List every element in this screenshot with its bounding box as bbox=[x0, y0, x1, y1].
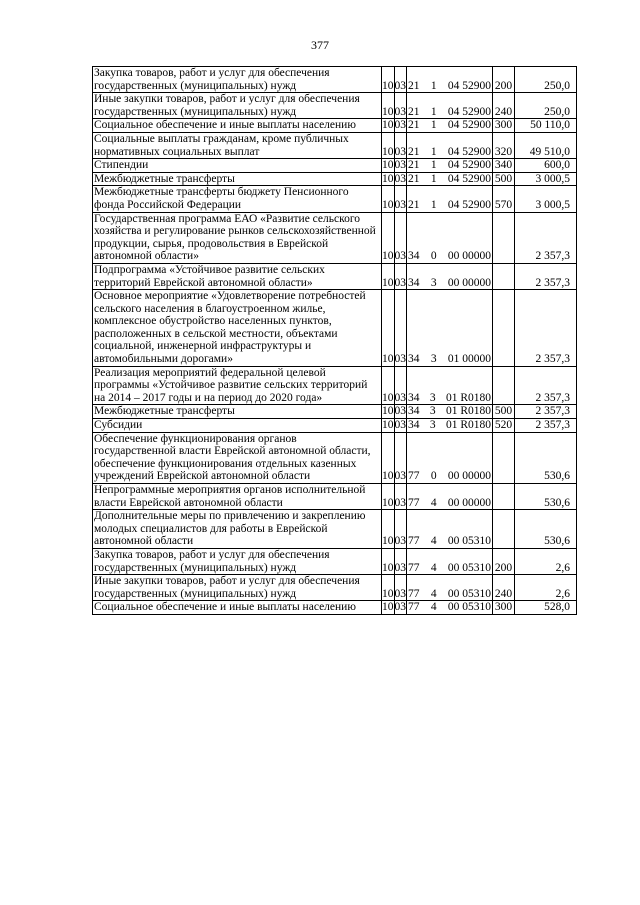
target-article-parts bbox=[407, 146, 492, 159]
budget-table-body bbox=[93, 67, 577, 615]
target-article-part: 01 R0180 bbox=[445, 391, 491, 404]
target-article-part: 00 00000 bbox=[447, 496, 491, 509]
target-article-code bbox=[407, 405, 493, 419]
amount: 2 357,3 bbox=[515, 366, 577, 405]
expense-type-code: 200 bbox=[493, 548, 515, 574]
target-article-part: 01 R0180 bbox=[445, 405, 491, 418]
subsection-code: 03 bbox=[394, 263, 407, 289]
subsection-code: 03 bbox=[394, 159, 406, 172]
section-code: 10 bbox=[382, 119, 394, 132]
target-article-code bbox=[407, 93, 493, 119]
target-article-parts bbox=[407, 159, 492, 172]
amount: 2 357,3 bbox=[515, 419, 577, 433]
table-row bbox=[93, 366, 577, 405]
target-article-part: 04 52900 bbox=[447, 79, 491, 92]
target-article-code bbox=[407, 510, 493, 549]
row-name: Иные закупки товаров, работ и услуг для обеспечения государственных (муниципальных) нужд bbox=[93, 575, 382, 601]
row-name: Социальное обеспечение и иные выплаты населению bbox=[93, 119, 382, 133]
section-code: 10 bbox=[382, 419, 394, 432]
amount: 3 000,5 bbox=[515, 172, 577, 186]
table-row bbox=[93, 263, 577, 289]
section-code: 10 bbox=[382, 172, 394, 185]
target-article-parts bbox=[407, 535, 492, 548]
expense-type-code bbox=[493, 366, 515, 405]
target-article-part: 0 bbox=[430, 250, 437, 263]
target-article-part: 3 bbox=[430, 276, 437, 289]
section-code: 10 bbox=[382, 263, 395, 289]
target-article-part: 34 bbox=[408, 405, 420, 418]
expense-type-code: 520 bbox=[493, 419, 515, 433]
target-article-code bbox=[407, 601, 493, 615]
target-article-part: 04 52900 bbox=[447, 159, 491, 172]
row-name: Субсидии bbox=[93, 419, 382, 433]
row-name: Обеспечение функционирования органов государственной власти Еврейской автономной области, обеспечение функционирования отдельных казенных учреждений Еврейской автономной области bbox=[93, 432, 382, 483]
amount: 600,0 bbox=[515, 159, 577, 173]
section-code: 10 bbox=[382, 212, 395, 263]
expense-type-code: 500 bbox=[493, 172, 515, 186]
subsection-code: 03 bbox=[394, 132, 407, 158]
target-article-code bbox=[407, 366, 493, 405]
target-article-part: 34 bbox=[408, 276, 420, 289]
target-article-part: 00 05310 bbox=[447, 601, 491, 614]
target-article-part: 77 bbox=[408, 601, 420, 614]
expense-type-code: 300 bbox=[493, 601, 515, 615]
expense-type-code bbox=[493, 212, 515, 263]
table-row bbox=[93, 212, 577, 263]
target-article-part: 21 bbox=[408, 105, 420, 118]
expense-type-code bbox=[493, 263, 515, 289]
expense-type-code: 500 bbox=[493, 405, 515, 419]
row-name: Дополнительные меры по привлечению и закреплению молодых специалистов для работы в Еврейской автономной области bbox=[93, 510, 382, 549]
expense-type-code: 300 bbox=[493, 119, 515, 133]
target-article-parts bbox=[407, 106, 492, 119]
table-row bbox=[93, 510, 577, 549]
expense-type-code: 340 bbox=[493, 159, 515, 173]
section-code: 10 bbox=[382, 159, 394, 172]
target-article-code bbox=[407, 132, 493, 158]
expense-type-code: 240 bbox=[493, 575, 515, 601]
target-article-part: 4 bbox=[430, 496, 437, 509]
target-article-code bbox=[407, 172, 493, 186]
section-code: 10 bbox=[382, 93, 395, 119]
target-article-part: 04 52900 bbox=[447, 145, 491, 158]
target-article-code bbox=[407, 186, 493, 212]
expense-type-code bbox=[493, 510, 515, 549]
target-article-part: 00 05310 bbox=[447, 535, 491, 548]
target-article-part: 1 bbox=[430, 159, 437, 172]
row-name: Реализация мероприятий федеральной целевой программы «Устойчивое развитие сельских территорий на 2014 – 2017 годы и на период до 2020 года» bbox=[93, 366, 382, 405]
target-article-part: 04 52900 bbox=[447, 172, 491, 185]
target-article-parts bbox=[407, 392, 492, 405]
target-article-part: 01 R0180 bbox=[445, 419, 491, 432]
section-code: 10 bbox=[382, 510, 395, 549]
target-article-part: 4 bbox=[430, 587, 437, 600]
table-row bbox=[93, 172, 577, 186]
target-article-code bbox=[407, 159, 493, 173]
target-article-parts bbox=[407, 405, 492, 418]
subsection-code: 03 bbox=[394, 290, 407, 367]
row-name: Закупка товаров, работ и услуг для обеспечения государственных (муниципальных) нужд bbox=[93, 548, 382, 574]
row-name: Межбюджетные трансферты бюджету Пенсионного фонда Российской Федерации bbox=[93, 186, 382, 212]
row-name: Основное мероприятие «Удовлетворение потребностей сельского населения в благоустроенном жилье, комплексное обустройство населенных пунктов, расположенных в сельской местности, объектами социальной, инженерной инфраструктуры и автомобильными дорогами» bbox=[93, 290, 382, 367]
amount: 2 357,3 bbox=[515, 263, 577, 289]
target-article-part: 1 bbox=[430, 105, 437, 118]
target-article-part: 3 bbox=[429, 405, 436, 418]
subsection-code: 03 bbox=[394, 575, 407, 601]
amount: 2 357,3 bbox=[515, 290, 577, 367]
target-article-parts bbox=[407, 80, 492, 93]
amount: 3 000,5 bbox=[515, 186, 577, 212]
target-article-part: 21 bbox=[408, 79, 420, 92]
section-code: 10 bbox=[382, 432, 395, 483]
target-article-part: 00 00000 bbox=[447, 250, 491, 263]
table-row bbox=[93, 484, 577, 510]
target-article-code bbox=[407, 119, 493, 133]
target-article-parts bbox=[407, 419, 492, 432]
target-article-part: 0 bbox=[430, 470, 437, 483]
row-name: Закупка товаров, работ и услуг для обеспечения государственных (муниципальных) нужд bbox=[93, 67, 382, 93]
subsection-code: 03 bbox=[394, 405, 406, 418]
subsection-code: 03 bbox=[394, 484, 407, 510]
target-article-part: 00 05310 bbox=[447, 561, 491, 574]
amount: 2 357,3 bbox=[515, 405, 577, 419]
target-article-parts bbox=[407, 601, 492, 614]
amount: 528,0 bbox=[515, 601, 577, 615]
amount: 2 357,3 bbox=[515, 212, 577, 263]
table-row bbox=[93, 601, 577, 615]
expense-type-code bbox=[493, 484, 515, 510]
target-article-part: 21 bbox=[408, 159, 420, 172]
target-article-parts bbox=[407, 250, 492, 263]
amount: 250,0 bbox=[515, 93, 577, 119]
target-article-part: 01 00000 bbox=[447, 353, 491, 366]
target-article-parts bbox=[407, 277, 492, 290]
section-code: 10 bbox=[382, 484, 395, 510]
section-code: 10 bbox=[382, 405, 394, 418]
target-article-part: 1 bbox=[430, 198, 437, 211]
expense-type-code: 200 bbox=[493, 67, 515, 93]
section-code: 10 bbox=[382, 290, 395, 367]
target-article-part: 77 bbox=[408, 561, 420, 574]
target-article-part: 00 00000 bbox=[447, 470, 491, 483]
subsection-code: 03 bbox=[394, 212, 407, 263]
row-name: Подпрограмма «Устойчивое развитие сельских территорий Еврейской автономной области» bbox=[93, 263, 382, 289]
table-row bbox=[93, 93, 577, 119]
section-code: 10 bbox=[382, 186, 395, 212]
target-article-code bbox=[407, 419, 493, 433]
table-row bbox=[93, 290, 577, 367]
table-row bbox=[93, 548, 577, 574]
section-code: 10 bbox=[382, 366, 395, 405]
subsection-code: 03 bbox=[394, 366, 407, 405]
target-article-part: 04 52900 bbox=[447, 105, 491, 118]
row-name: Межбюджетные трансферты bbox=[93, 405, 382, 419]
amount: 530,6 bbox=[515, 432, 577, 483]
expense-type-code bbox=[493, 290, 515, 367]
target-article-part: 34 bbox=[408, 353, 420, 366]
target-article-part: 34 bbox=[408, 250, 420, 263]
row-name: Межбюджетные трансферты bbox=[93, 172, 382, 186]
expense-type-code bbox=[493, 432, 515, 483]
target-article-code bbox=[407, 290, 493, 367]
amount: 250,0 bbox=[515, 67, 577, 93]
target-article-part: 21 bbox=[408, 119, 420, 132]
target-article-part: 34 bbox=[408, 391, 420, 404]
target-article-code bbox=[407, 484, 493, 510]
subsection-code: 03 bbox=[394, 601, 406, 614]
table-row bbox=[93, 186, 577, 212]
target-article-parts bbox=[407, 562, 492, 575]
target-article-part: 04 52900 bbox=[447, 119, 491, 132]
target-article-part: 77 bbox=[408, 470, 420, 483]
section-code: 10 bbox=[382, 67, 395, 93]
subsection-code: 03 bbox=[394, 419, 406, 432]
table-row bbox=[93, 132, 577, 158]
target-article-parts bbox=[407, 588, 492, 601]
target-article-part: 21 bbox=[408, 198, 420, 211]
target-article-part: 77 bbox=[408, 535, 420, 548]
table-row bbox=[93, 67, 577, 93]
subsection-code: 03 bbox=[394, 510, 407, 549]
row-name: Иные закупки товаров, работ и услуг для обеспечения государственных (муниципальных) нужд bbox=[93, 93, 382, 119]
target-article-code bbox=[407, 432, 493, 483]
table-row bbox=[93, 119, 577, 133]
amount: 2,6 bbox=[515, 548, 577, 574]
expense-type-code: 320 bbox=[493, 132, 515, 158]
target-article-code bbox=[407, 548, 493, 574]
subsection-code: 03 bbox=[394, 119, 406, 132]
row-name: Государственная программа ЕАО «Развитие сельского хозяйства и регулирование рынков сельскохозяйственной продукции, сырья, продовольствия в Еврейской автономной области» bbox=[93, 212, 382, 263]
target-article-part: 21 bbox=[408, 145, 420, 158]
table-row bbox=[93, 575, 577, 601]
target-article-part: 3 bbox=[430, 353, 437, 366]
target-article-parts bbox=[407, 119, 492, 132]
section-code: 10 bbox=[382, 575, 395, 601]
row-name: Непрограммные мероприятия органов исполнительной власти Еврейской автономной области bbox=[93, 484, 382, 510]
target-article-part: 3 bbox=[429, 391, 436, 404]
target-article-part: 21 bbox=[408, 172, 420, 185]
target-article-part: 77 bbox=[408, 496, 420, 509]
table-row bbox=[93, 419, 577, 433]
target-article-part: 04 52900 bbox=[447, 198, 491, 211]
target-article-part: 4 bbox=[430, 535, 437, 548]
section-code: 10 bbox=[382, 601, 394, 614]
target-article-code bbox=[407, 212, 493, 263]
amount: 49 510,0 bbox=[515, 132, 577, 158]
target-article-part: 00 00000 bbox=[447, 276, 491, 289]
section-code: 10 bbox=[382, 548, 395, 574]
target-article-parts bbox=[407, 497, 492, 510]
target-article-code bbox=[407, 67, 493, 93]
row-name: Стипендии bbox=[93, 159, 382, 173]
target-article-part: 34 bbox=[408, 419, 420, 432]
page-number: 377 bbox=[311, 38, 329, 52]
target-article-parts bbox=[407, 353, 492, 366]
amount: 2,6 bbox=[515, 575, 577, 601]
target-article-part: 4 bbox=[430, 561, 437, 574]
target-article-part: 77 bbox=[408, 587, 420, 600]
row-name: Социальное обеспечение и иные выплаты населению bbox=[93, 601, 382, 615]
table-row bbox=[93, 432, 577, 483]
subsection-code: 03 bbox=[394, 172, 406, 185]
target-article-part: 4 bbox=[430, 601, 437, 614]
target-article-code bbox=[407, 263, 493, 289]
target-article-part: 1 bbox=[430, 145, 437, 158]
target-article-parts bbox=[407, 199, 492, 212]
amount: 530,6 bbox=[515, 510, 577, 549]
subsection-code: 03 bbox=[394, 93, 407, 119]
table-row bbox=[93, 159, 577, 173]
target-article-code bbox=[407, 575, 493, 601]
target-article-part: 1 bbox=[430, 172, 437, 185]
target-article-parts bbox=[407, 470, 492, 483]
amount: 530,6 bbox=[515, 484, 577, 510]
target-article-part: 3 bbox=[429, 419, 436, 432]
budget-table bbox=[92, 66, 577, 615]
table-row bbox=[93, 405, 577, 419]
section-code: 10 bbox=[382, 132, 395, 158]
subsection-code: 03 bbox=[394, 186, 407, 212]
subsection-code: 03 bbox=[394, 432, 407, 483]
row-name: Социальные выплаты гражданам, кроме публичных нормативных социальных выплат bbox=[93, 132, 382, 158]
expense-type-code: 240 bbox=[493, 93, 515, 119]
target-article-part: 1 bbox=[430, 119, 437, 132]
subsection-code: 03 bbox=[394, 67, 407, 93]
amount: 50 110,0 bbox=[515, 119, 577, 133]
subsection-code: 03 bbox=[394, 548, 407, 574]
expense-type-code: 570 bbox=[493, 186, 515, 212]
target-article-part: 1 bbox=[430, 79, 437, 92]
target-article-parts bbox=[407, 173, 492, 186]
target-article-part: 00 05310 bbox=[447, 587, 491, 600]
